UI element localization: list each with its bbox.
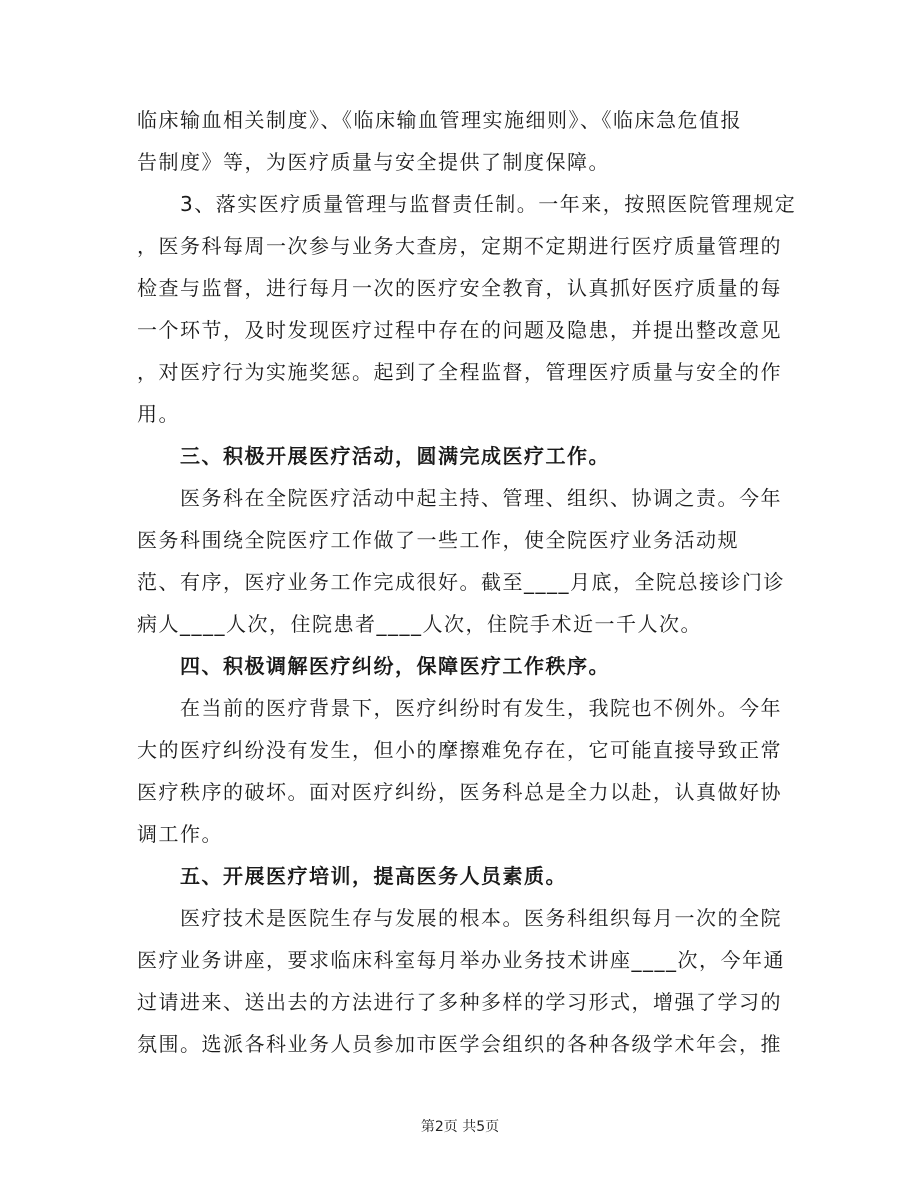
body-text-line: 氛围。选派各科业务人员参加市医学会组织的各种各级学术年会，推 (137, 1032, 782, 1056)
body-text-line: 医务科围绕全院医疗工作做了一些工作，使全院医疗业务活动规 (137, 528, 739, 552)
body-text-line: 临床输血相关制度》、《临床输血管理实施细则》、《临床急危值报 (137, 108, 742, 132)
body-text-line: 3、落实医疗质量管理与监督责任制。一年来，按照医院管理规定 (180, 192, 797, 216)
body-text-line: ，对医疗行为实施奖惩。起到了全程监督，管理医疗质量与安全的作 (137, 360, 782, 384)
body-text-line: 范、有序，医疗业务工作完成很好。截至____月底，全院总接诊门诊 (137, 570, 785, 594)
body-text-line: 病人____人次，住院患者____人次，住院手术近一千人次。 (137, 612, 702, 636)
body-text-line: 医疗技术是医院生存与发展的根本。医务科组织每月一次的全院 (180, 906, 782, 930)
section-heading: 五、开展医疗培训，提高医务人员素质。 (180, 864, 567, 888)
section-heading: 三、积极开展医疗活动，圆满完成医疗工作。 (180, 444, 610, 468)
body-text-line: 检查与监督，进行每月一次的医疗安全教育，认真抓好医疗质量的每 (137, 276, 782, 300)
body-text-line: 在当前的医疗背景下，医疗纠纷时有发生，我院也不例外。今年 (180, 696, 782, 720)
body-text-line: 医疗秩序的破坏。面对医疗纠纷，医务科总是全力以赴，认真做好协 (137, 780, 782, 804)
body-text-line: 一个环节，及时发现医疗过程中存在的问题及隐患，并提出整改意见 (137, 318, 782, 342)
body-text-line: 医务科在全院医疗活动中起主持、管理、组织、协调之责。今年 (180, 486, 782, 510)
body-text-line: 调工作。 (137, 822, 223, 846)
body-text-line: 医疗业务讲座，要求临床科室每月举办业务技术讲座____次，今年通 (137, 948, 785, 972)
body-text-line: 大的医疗纠纷没有发生，但小的摩擦难免存在，它可能直接导致正常 (137, 738, 782, 762)
body-text-line: 过请进来、送出去的方法进行了多种多样的学习形式，增强了学习的 (137, 990, 782, 1014)
body-text-line: ，医务科每周一次参与业务大查房，定期不定期进行医疗质量管理的 (137, 234, 782, 258)
body-text-line: 用。 (137, 402, 180, 426)
section-heading: 四、积极调解医疗纠纷，保障医疗工作秩序。 (180, 654, 610, 678)
page-number-footer: 第2页 共5页 (420, 1119, 500, 1135)
body-text-line: 告制度》等，为医疗质量与安全提供了制度保障。 (137, 150, 610, 174)
